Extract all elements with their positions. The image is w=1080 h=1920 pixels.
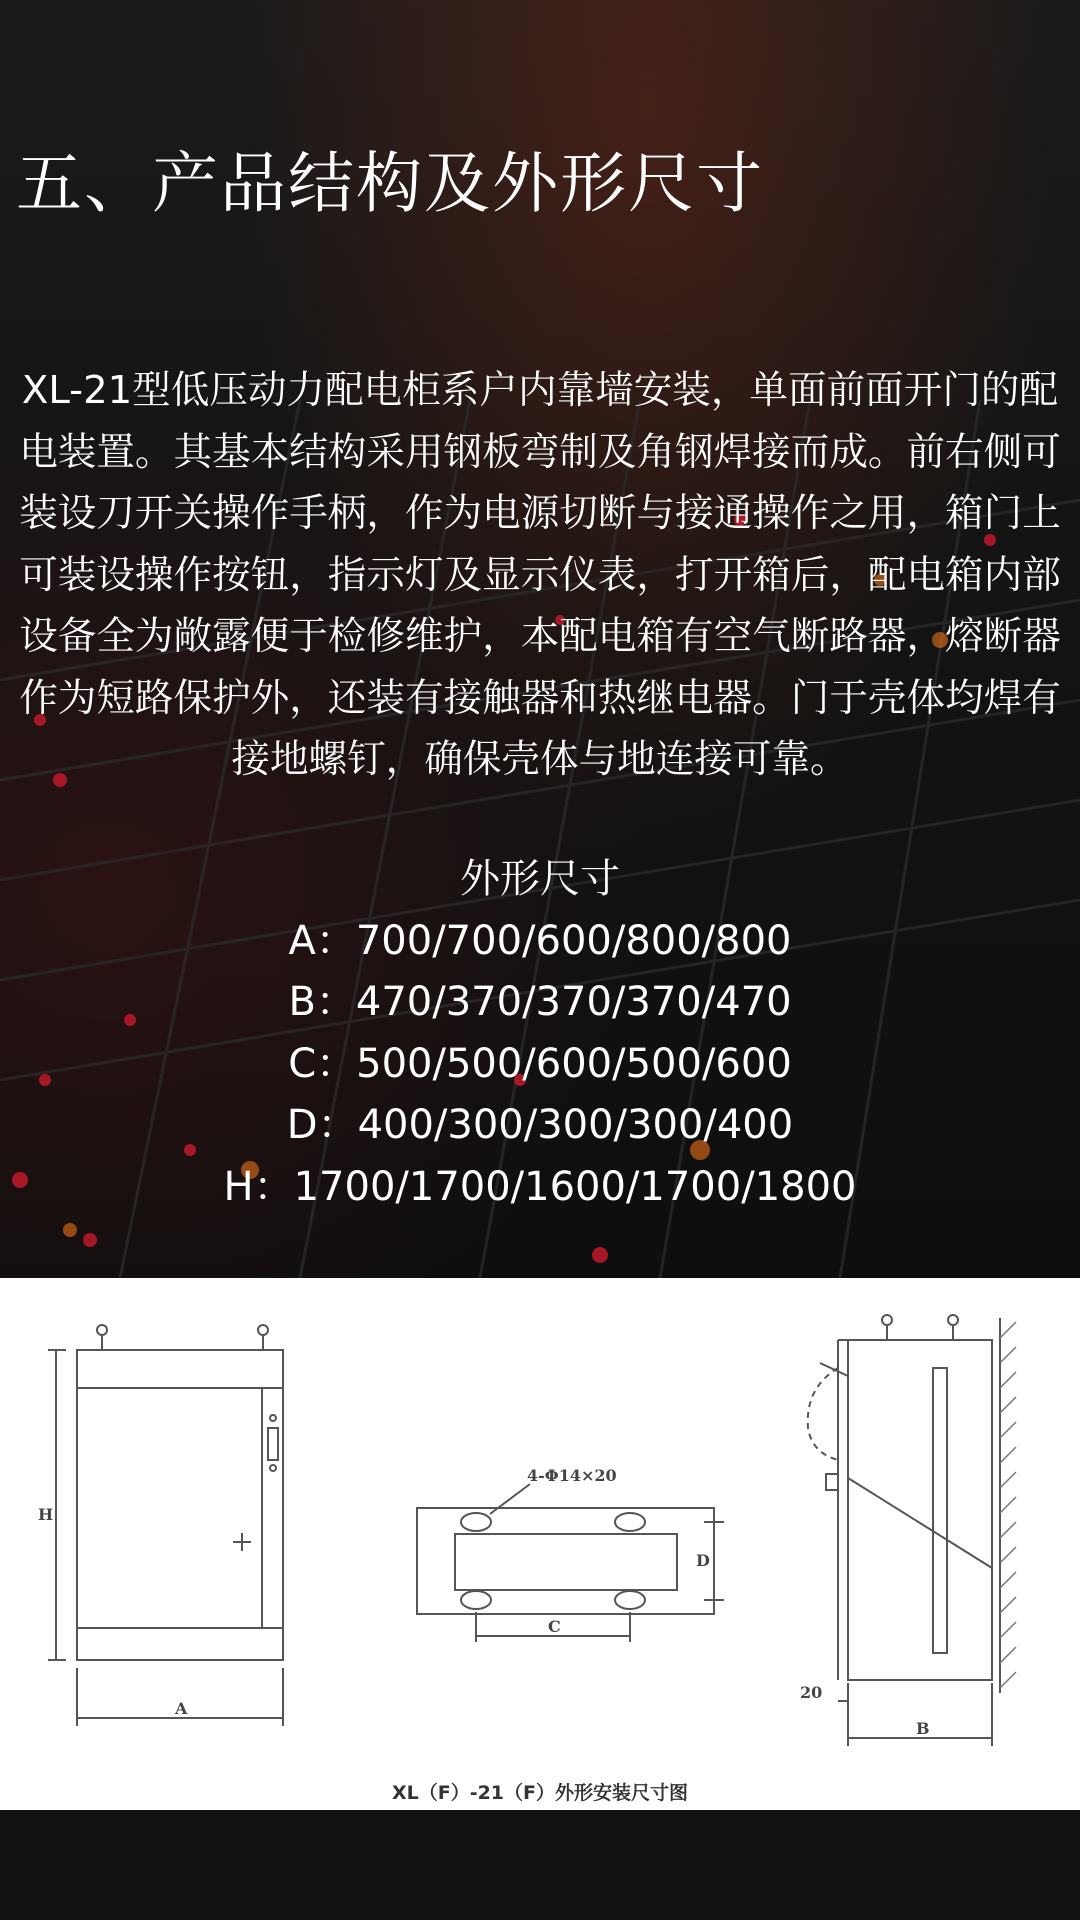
dimension-row-h: H：1700/1700/1600/1700/1800 xyxy=(223,1163,857,1210)
label-a: A xyxy=(175,1699,188,1718)
label-b: B xyxy=(916,1719,930,1738)
dimension-row-d: D：400/300/300/300/400 xyxy=(286,1102,794,1148)
cabinet-drawing-svg xyxy=(0,1278,1080,1810)
side-view-outline xyxy=(848,1340,992,1680)
installation-drawing xyxy=(0,1278,1080,1810)
dimension-heading: 外形尺寸 xyxy=(460,856,620,902)
drawing-caption: XL（F）-21（F）外形安装尺寸图 xyxy=(391,1782,689,1804)
dimension-row-b: B：470/370/370/370/470 xyxy=(288,979,792,1025)
label-h: H xyxy=(38,1505,54,1524)
label-hole-spec: 4-Φ14×20 xyxy=(527,1466,617,1485)
product-description: XL-21型低压动力配电柜系户内靠墙安装，单面前面开门的配电装置。其基本结构采用钢板弯制及角钢焊接而成。前右侧可装设刀开关操作手柄，作为电源切断与接通操作之用，箱门上可装设操作按钮，指示灯及显示仪表，打开箱后，配电箱内部设备全为敞露便于检修维护，本配电箱有空气断路器，熔断器作为短路保护外，还装有接触器和热继电器。门于壳体均焊有接地螺钉，确保壳体与地连接可靠。 xyxy=(19,368,1061,782)
front-view-outline xyxy=(77,1350,283,1660)
dimension-row-c: C：500/500/600/500/600 xyxy=(288,1040,792,1087)
label-c: C xyxy=(548,1617,561,1636)
label-20: 20 xyxy=(800,1683,823,1702)
label-d: D xyxy=(696,1551,710,1570)
page-title: 五、产品结构及外形尺寸 xyxy=(16,145,764,222)
dimension-row-a: A：700/700/600/800/800 xyxy=(288,917,792,964)
footer-band xyxy=(0,1810,1080,1920)
dimension-list xyxy=(0,849,1080,1218)
